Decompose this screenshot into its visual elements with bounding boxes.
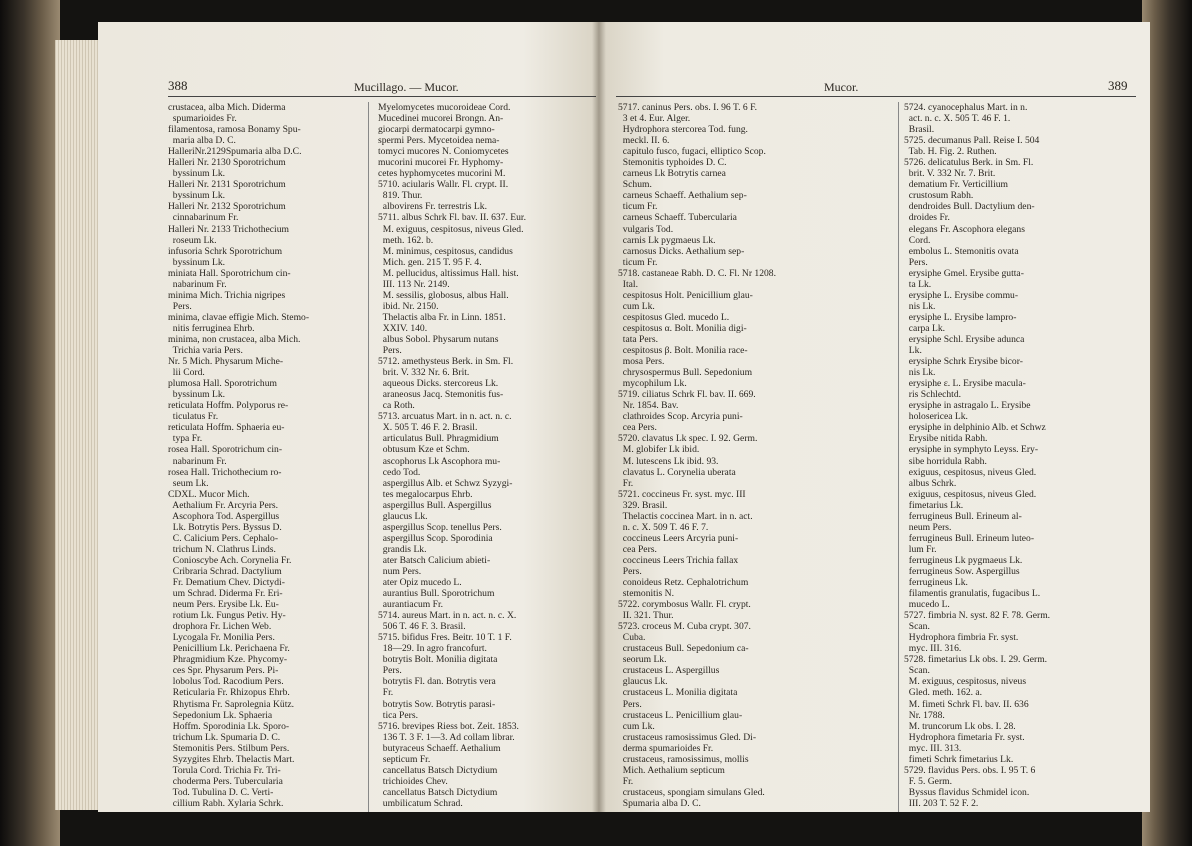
text-line: 5729. flavidus Pers. obs. I. 95 T. 6 [904,764,1036,776]
text-line: botrytis Fl. dan. Botrytis vera [378,676,496,688]
running-head: Mucor. [824,80,859,94]
text-column-1 [168,102,309,809]
text-line: Halleri Nr. 2130 Sporotrichum [168,157,286,169]
text-line: Pers. [618,698,642,710]
text-line: M. truncorum Lk obs. I. 28. [904,720,1016,732]
text-line: droides Fr. [904,212,950,224]
text-line: 5720. clavatus Lk spec. I. 92. Germ. [618,433,758,445]
text-line: ater Batsch Calicium abieti- [378,554,491,566]
text-line: aurantius Bull. Sporotrichum [378,588,495,600]
text-line: myc. III. 316. [904,643,962,655]
text-line: ticulatus Fr. [168,411,219,423]
text-line: lobolus Tod. Racodium Pers. [168,676,284,688]
text-line: Cord. [904,234,931,246]
text-line: minima, clavae effigie Mich. Stemo- [168,311,310,323]
text-line: Tab. H. Fig. 2. Ruthen. [904,146,997,158]
text-line: vulgaris Tod. [618,223,674,235]
text-line: aspergillus Scop. Sporodinia [378,532,493,544]
text-line: chrysospermus Bull. Sepedonium [618,367,753,379]
text-line: erysiphe ε. L. Erysibe macula- [904,378,1026,390]
text-line: carnosus Dicks. Aethalium sep- [618,245,745,257]
text-line: 5714. aureus Mart. in n. act. n. c. X. [378,610,517,622]
right-page [598,22,1150,812]
text-line: 5712. amethysteus Berk. in Sm. Fl. [378,356,514,368]
text-line: 5728. fimetarius Lk obs. I. 29. Germ. [904,654,1048,666]
text-line: crustaceus ramosissimus Gled. Di- [618,731,757,743]
text-line: aspergillus Scop. tenellus Pers. [378,521,502,533]
text-line: Gled. meth. 162. a. [904,687,983,699]
text-line: HalleriNr.2129Spumaria alba D.C. [168,146,302,158]
text-line: Myelomycetes mucoroideae Cord. [378,102,511,113]
text-line: M. lutescens Lk ibid. 93. [618,455,719,467]
text-line: elegans Fr. Ascophora elegans [904,223,1025,235]
text-line: capitulo fusco, fugaci, elliptico Scop. [618,146,766,158]
text-line: ferrugineus Bull. Erineum luteo- [904,532,1035,544]
text-line: filamentis granulatis, fugacibus L. [904,588,1041,600]
text-line: Aethalium Fr. Arcyria Pers. [168,499,279,511]
text-line: 5724. cyanocephalus Mart. in n. [904,102,1028,113]
text-line: minima, non crustacea, alba Mich. [168,333,301,345]
text-line: num Pers. [378,565,422,577]
text-line: Hoffm. Sporodinia Lk. Sporo- [168,720,290,732]
text-line: Pers. [378,345,402,357]
text-line: minima Mich. Trichia nigripes [168,289,286,301]
text-line: trichum N. Clathrus Linds. [168,543,276,555]
text-line: 506 T. 46 F. 3. Brasil. [378,621,466,633]
text-line: Phragmidium Kze. Phycomy- [168,654,288,666]
text-line: mucedo L. [904,599,950,611]
text-line: Sepedonium Lk. Sphaeria [168,709,273,721]
text-line: clavatus L. Corynelia uberata [618,466,736,478]
text-line: meckl. II. 6. [618,135,670,147]
text-line: coccineus Leers Arcyria puni- [618,532,739,544]
text-line: cespitosus Holt. Penicillium glau- [618,289,753,301]
text-line: erysiphe in symphyto Leyss. Ery- [904,444,1039,456]
text-line: albus Schrk. [904,477,957,489]
text-line: tomyci mucores N. Coniomycetes [378,146,509,158]
text-line: Halleri Nr. 2132 Sporotrichum [168,201,286,213]
text-line: carpa Lk. [904,322,946,334]
text-line: stemonitis N. [618,588,674,600]
text-line: 5722. corymbosus Wallr. Fl. crypt. [618,599,751,611]
text-line: umbilicatum Schrad. [378,797,463,809]
text-line: act. n. c. X. 505 T. 46 F. 1. [904,113,1011,125]
text-line: Byssus flavidus Schmidel icon. [904,786,1030,798]
text-line: rosea Hall. Trichothecium ro- [168,466,282,478]
text-line: choderma Pers. Tubercularia [168,775,283,787]
text-line: ca Roth. [378,400,415,412]
text-line: crustosum Rabh. [904,190,974,202]
text-line: rotium Lk. Fungus Petiv. Hy- [168,610,286,622]
text-line: lum Fr. [904,543,937,555]
text-line: Halleri Nr. 2133 Trichothecium [168,223,289,235]
column-divider [898,102,899,812]
text-line: aqueous Dicks. stercoreus Lk. [378,378,499,390]
header-rule [168,96,596,97]
text-line: 5710. aciularis Wallr. Fl. crypt. II. [378,179,509,191]
text-line: cea Pers. [618,422,657,434]
text-line: um Schrad. Diderma Fr. Erі- [168,588,283,600]
text-line: crustaceus L. Aspergillus [618,665,720,677]
text-line: Brasil. [904,124,935,136]
text-line: M. globifer Lk ibid. [618,444,700,456]
text-line: ibid. Nr. 2150. [378,300,439,312]
text-line: roseum Lk. [168,234,217,246]
text-column-2 [378,102,526,809]
text-line: exiguus, cespitosus, niveus Gled. [904,466,1037,478]
text-line: erysiphe Schrk Erysibe bicor- [904,356,1023,368]
text-line: araneosus Jacq. Stemonitis fus- [378,389,504,401]
text-line: Halleri Nr. 2131 Sporotrichum [168,179,286,191]
text-line: aspergillus Alb. et Schwz Syzygi- [378,477,513,489]
text-line: glaucus Lk. [618,676,668,688]
text-line: Hydrophora stercorea Tod. fung. [618,124,748,136]
text-line: fimeti Schrk fimetarius Lk. [904,753,1014,765]
text-line: Stemonitis Pers. Stilbum Pers. [168,742,290,754]
text-line: spumarioides Fr. [168,113,237,125]
text-line: Ital. [618,278,638,290]
text-line: Stemonitis typhoides D. C. [618,157,727,169]
text-line: tes megalocarpus Ehrb. [378,488,473,500]
text-line: X. 505 T. 46 F. 2. Brasil. [378,422,478,434]
text-column-2 [904,102,1050,809]
text-line: cum Lk. [618,300,655,312]
text-line: nis Lk. [904,367,936,379]
text-line: meth. 162. b. [378,234,434,246]
text-line: crustaceus, spongiam simulans Gled. [618,786,765,798]
text-line: ris Schlechtd. [904,389,962,401]
text-line: neum Pers. Erysibe Lk. Eu- [168,599,279,611]
text-line: 5725. decumanus Pall. Reise I. 504 [904,135,1040,147]
text-line: nitis ferruginea Ehrb. [168,322,255,334]
text-line: cum Lk. [618,720,655,732]
text-line: botrytis Bolt. Monilia digitata [378,654,498,666]
text-line: Pers. [168,300,192,312]
text-line: Fr. Dematium Chev. Dictydi- [168,577,285,589]
text-line: crustaceus, ramosissimus, mollis [618,753,749,765]
text-line: III. 113 Nr. 2149. [378,278,450,290]
text-line: 5726. delicatulus Berk. in Sm. Fl. [904,157,1034,169]
text-line: obtusum Kze et Schm. [378,444,470,456]
text-line: Ascophora Tod. Aspergillus [168,510,280,522]
text-line: myc. III. 313. [904,742,962,754]
text-line: Thelactis coccinea Mart. in n. act. [618,510,753,522]
text-line: byssinum Lk. [168,389,226,401]
text-line: neum Pers. [904,521,952,533]
text-line: nis Lk. [904,300,936,312]
text-line: cinnabarinum Fr. [168,212,239,224]
text-line: Cuba. [618,632,646,644]
text-line: carnis Lk pygmaeus Lk. [618,234,716,246]
text-line: cillium Rabh. Xylaria Schrk. [168,797,284,809]
text-line: erysiphe L. Erysibe commu- [904,289,1019,301]
text-line: crustacea, alba Mich. Diderma [168,102,286,113]
text-line: reticulata Hoffm. Polyporus re- [168,400,289,412]
text-line: 5719. ciliatus Schrk Fl. bav. II. 669. [618,389,756,401]
text-line: Torula Cord. Trichia Fr. Tri- [168,764,281,776]
text-line: crustaceus L. Monilia digitata [618,687,738,699]
text-line: ferrugineus Lk. [904,577,968,589]
text-line: byssinum Lk. [168,256,226,268]
text-line: Hydrophora fimetaria Fr. syst. [904,731,1025,743]
text-line: M. pellucidus, altissimus Hall. hist. [378,267,519,279]
text-line: derma spumarioides Fr. [618,742,714,754]
text-line: cespitosus α. Bolt. Monilia digi- [618,322,747,334]
text-line: Syzygites Ehrb. Thelactis Mart. [168,753,295,765]
text-line: n. c. X. 509 T. 46 F. 7. [618,521,709,533]
text-line: conoideus Retz. Cephalotrichum [618,577,749,589]
text-line: Nr. 5 Mich. Physarum Miche- [168,356,284,368]
text-line: 329. Brasil. [618,499,668,511]
text-line: 18—29. In agro francofurt. [378,643,487,655]
text-line: M. minimus, cespitosus, candidus [378,245,513,257]
text-line: 5727. fimbria N. syst. 82 F. 78. Germ. [904,610,1051,622]
text-line: Tod. Tubulina D. C. Verti- [168,786,274,798]
text-line: mucorini mucorei Fr. Hyphomy- [378,157,504,169]
text-line: Scan. [904,665,930,677]
text-line: embolus L. Stemonitis ovata [904,245,1019,257]
left-page [98,22,598,812]
text-line: dematium Fr. Verticillium [904,179,1009,191]
text-line: filamentosa, ramosa Bonamy Spu- [168,124,301,136]
text-line: Reticularia Fr. Rhizopus Ehrb. [168,687,290,699]
text-line: erysiphe in delphinio Alb. et Schwz [904,422,1046,434]
text-line: erysiphe L. Erysibe lampro- [904,311,1017,323]
text-line: M. sessilis, globosus, albus Hall. [378,289,509,301]
text-line: 3 et 4. Eur. Alger. [618,113,691,125]
text-line: 5711. albus Schrk Fl. bav. II. 637. Eur. [378,212,526,224]
text-line: ticum Fr. [618,201,658,213]
text-line: brit. V. 332 Nr. 6. Brit. [378,367,470,379]
text-line: Lycogala Fr. Monilia Pers. [168,632,275,644]
text-line: mycophilum Lk. [618,378,687,390]
text-line: Hydrophora fimbria Fr. syst. [904,632,1019,644]
text-line: fimetarius Lk. [904,499,964,511]
text-line: Lk. Botrytis Pers. Byssus D. [168,521,282,533]
text-line: rosea Hall. Sporotrichum cin- [168,444,283,456]
text-line: erysiphe in astragalo L. Erysibe [904,400,1031,412]
text-line: M. fimeti Schrk Fl. bav. II. 636 [904,698,1029,710]
text-line: clathroides Scop. Arcyria puni- [618,411,743,423]
text-line: drophora Fr. Lichen Web. [168,621,272,633]
text-line: holosericea Lk. [904,411,968,423]
text-line: maria alba D. C. [168,135,236,147]
text-line: Fr. [378,687,394,699]
text-line: 5717. caninus Pers. obs. I. 96 T. 6 F. [618,102,758,113]
text-line: albus Sobol. Physarum nutans [378,333,499,345]
text-line: cespitosus β. Bolt. Monilia race- [618,345,748,357]
text-line: aurantiacum Fr. [378,599,444,611]
text-line: Nr. 1854. Bav. [618,400,679,412]
text-line: II. 321. Thur. [618,610,674,622]
text-column-1 [618,102,776,809]
text-line: ferrugineus Bull. Erineum al- [904,510,1022,522]
text-line: cedo Tod. [378,466,421,478]
text-line: Conioscybe Ach. Coryneliа Fr. [168,554,292,566]
text-line: C. Calicium Pers. Cephalo- [168,532,279,544]
text-line: coccineus Leers Trichia fallax [618,554,739,566]
column-divider [368,102,369,812]
text-line: ticum Fr. [618,256,658,268]
text-line: cetes hyphomycetes mucorini M. [378,168,506,180]
book-cover-left [0,0,60,846]
page-number: 388 [168,78,188,93]
text-line: byssinum Lk. [168,190,226,202]
text-line: sibe horridula Rabh. [904,455,987,467]
header-rule [616,96,1136,97]
text-line: cancellatus Batsch Dictydium [378,764,498,776]
text-line: 5713. arcuatus Mart. in n. act. n. c. [378,411,512,423]
text-line: mosa Pers. [618,356,665,368]
text-line: tica Pers. [378,709,418,721]
text-line: Rhytisma Fr. Saprolegnia Kütz. [168,698,295,710]
text-line: infusoria Schrk Sporotrichum [168,245,283,257]
text-line: typa Fr. [168,433,203,445]
text-line: Cribraria Schrad. Dactylium [168,565,282,577]
text-line: lii Cord. [168,367,205,379]
text-line: Penicillium Lk. Perichaena Fr. [168,643,290,655]
text-line: seorum Lk. [618,654,667,666]
text-line: ascophorus Lk Ascophora mu- [378,455,501,467]
text-line: F. 5. Germ. [904,775,952,787]
text-line: M. exiguus, cespitosus, niveus Gled. [378,223,524,235]
page-number: 389 [1108,78,1128,93]
text-line: glaucus Lk. [378,510,428,522]
text-line: ces Spr. Physarum Pers. Pi- [168,665,279,677]
text-line: crustaceus Bull. Sepedonium ca- [618,643,749,655]
text-line: albovirens Fr. terrestris Lk. [378,201,487,213]
text-line: Mich. Aethalium septicum [618,764,725,776]
text-line: miniata Hall. Sporotrichum cin- [168,267,291,279]
text-line: cea Pers. [618,543,657,555]
text-line: ferrugineus Lk pygmaeus Lk. [904,554,1023,566]
text-line: Pers. [618,565,642,577]
text-line: 5715. bifidus Fres. Beitr. 10 T. 1 F. [378,632,512,644]
text-line: botrytis Sow. Botrytis parasi- [378,698,496,710]
text-line: III. 203 T. 52 F. 2. [904,797,979,809]
text-line: cancellatus Batsch Dictydium [378,786,498,798]
text-line: carneus Schaeff. Aethalium sep- [618,190,747,202]
text-line: Schum. [618,179,652,191]
text-line: articulatus Bull. Phragmidium [378,433,499,445]
text-line: erysiphe Schl. Erysibe adunca [904,333,1025,345]
text-line: butyraceus Schaeff. Aethalium [378,742,501,754]
text-line: spermi Pers. Mycetoidea nema- [378,135,500,147]
text-line: 5718. castaneae Rabh. D. C. Fl. Nr 1208. [618,267,777,279]
running-head: Mucillago. — Mucor. [354,80,459,94]
text-line: 5723. croceus M. Cuba crypt. 307. [618,621,751,633]
text-line: ater Opiz mucedo L. [378,577,462,589]
text-line: Spumaria alba D. C. [618,797,701,809]
text-line: Trichia varia Pers. [168,345,243,357]
text-line: M. exiguus, cespitosus, niveus [904,676,1027,688]
text-line: aspergillus Bull. Aspergillus [378,499,492,511]
text-line: dendroides Bull. Dactylium den- [904,201,1035,213]
text-line: ta Lk. [904,278,932,290]
text-line: giocarpi dermatocarpi gymno- [378,124,495,136]
text-line: nabarinum Fr. [168,455,227,467]
text-line: 5721. coccineus Fr. syst. myc. III [618,488,746,500]
text-line: Erysibe nitida Rabh. [904,433,988,445]
text-line: erysiphe Gmel. Erysibe gutta- [904,267,1024,279]
text-line: cespitosus Gled. mucedo L. [618,311,730,323]
text-line: seum Lk. [168,477,209,489]
text-line: septicum Fr. [378,753,431,765]
text-line: Mucedinei mucorei Brongn. An- [378,113,504,125]
text-line: trichioides Chev. [378,775,448,787]
text-line: brit. V. 332 Nr. 7. Brit. [904,168,996,180]
text-line: Fr. [618,477,634,489]
text-line: Nr. 1788. [904,709,945,721]
page-edges-left [55,40,103,810]
text-line: nabarinum Fr. [168,278,227,290]
text-line: exiguus, cespitosus, niveus Gled. [904,488,1037,500]
text-line: Fr. [618,775,634,787]
text-line: Mich. gen. 215 T. 95 F. 4. [378,256,482,268]
text-line: byssinum Lk. [168,168,226,180]
text-line: trichum Lk. Spumaria D. C. [168,731,281,743]
text-line: crustaceus L. Penicillium glau- [618,709,743,721]
text-line: plumosa Hall. Sporotrichum [168,378,277,390]
text-line: Pers. [904,256,928,268]
text-line: reticulata Hoffm. Sphaeria eu- [168,422,285,434]
text-line: carneus Lk Botrytis carnea [618,168,726,180]
text-line: grandis Lk. [378,543,427,555]
text-line: Thelactis alba Fr. in Linn. 1851. [378,311,506,323]
text-line: XXIV. 140. [378,322,428,334]
text-line: Pers. [378,665,402,677]
text-line: tata Pers. [618,333,658,345]
text-line: ferrugineus Sow. Aspergillus [904,565,1020,577]
text-line: CDXL. Mucor Mich. [168,488,250,500]
book-gutter [592,22,606,812]
text-line: carneus Schaeff. Tubercularia [618,212,737,224]
text-line: 5716. brevipes Riess bot. Zeit. 1853. [378,720,519,732]
text-line: 819. Thur. [378,190,423,202]
text-line: Scan. [904,621,930,633]
text-line: Lk. [904,345,922,357]
text-line: 136 T. 3 F. 1—3. Ad collam librar. [378,731,515,743]
